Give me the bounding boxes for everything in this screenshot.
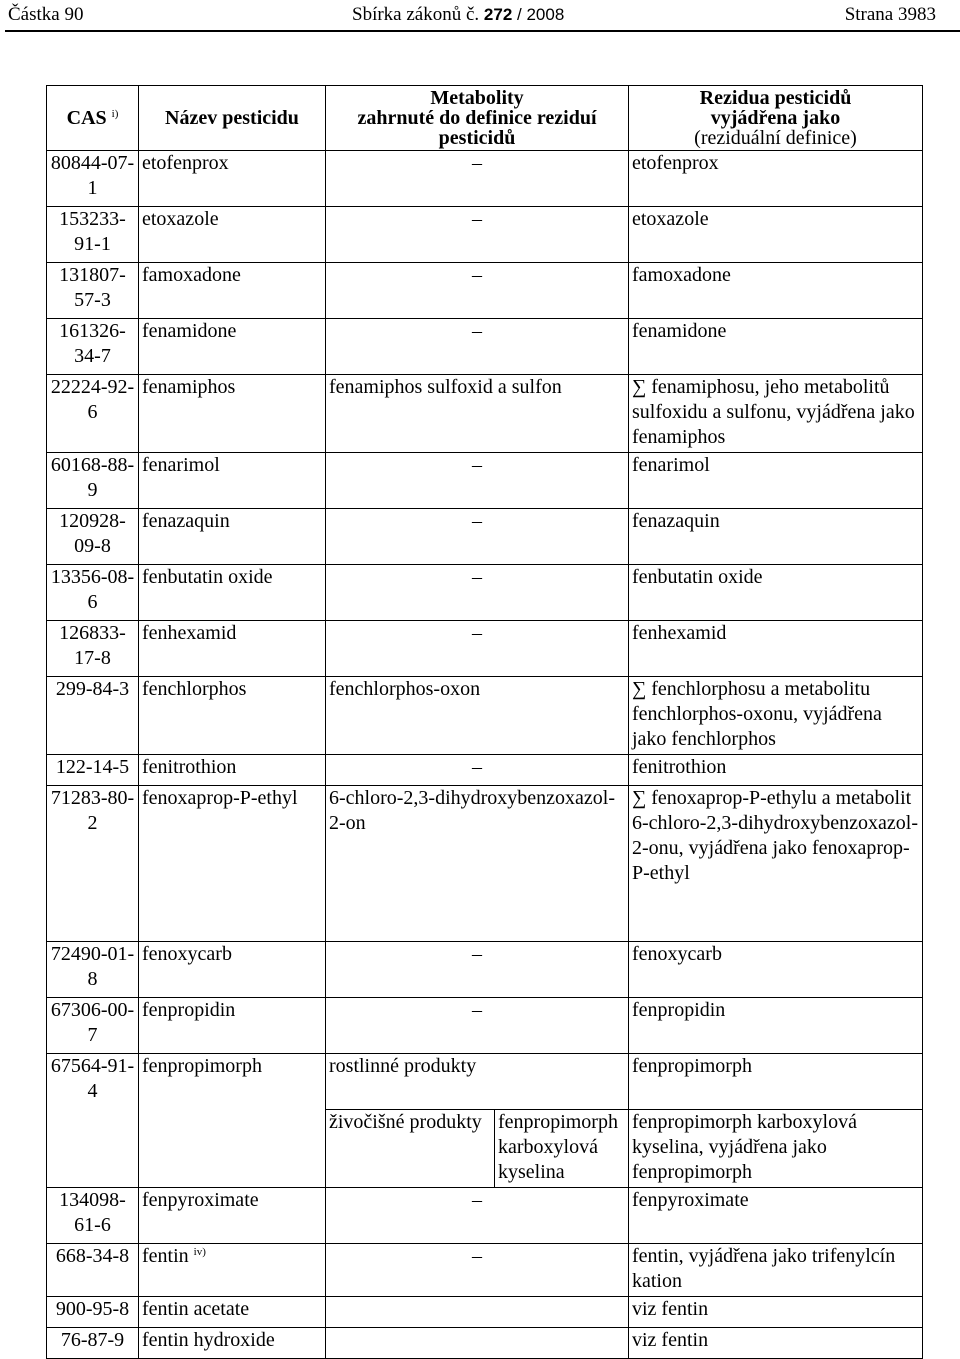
pesticide-name-text: fentin: [142, 1245, 189, 1267]
table-row: [47, 151, 923, 207]
metabolites: fenpropimorph karboxylová kyselina: [495, 1110, 629, 1188]
pesticide-name: fenazaquin: [139, 509, 326, 565]
pesticide-name: fenamiphos: [139, 375, 326, 453]
table-row: [47, 509, 923, 565]
residue-definition: ∑ fenchlorphosu a metabolitu fenchlorphos-oxonu, vyjádřena jako fenchlorphos: [629, 677, 923, 755]
residue-definition: viz fentin: [629, 1328, 923, 1359]
cas-number: 13356-08-6: [47, 565, 139, 621]
table-row: [47, 1054, 923, 1110]
pesticide-name: fenhexamid: [139, 621, 326, 677]
residue-definition: fenpropimorph: [629, 1054, 923, 1110]
pesticide-name: fenamidone: [139, 319, 326, 375]
metabolites: –: [326, 509, 629, 565]
table-row: [47, 998, 923, 1054]
pesticide-name: [139, 1328, 326, 1359]
metabolites: –: [326, 755, 629, 786]
pesticide-name-text: fentin acetate: [142, 1298, 250, 1320]
page-header: [0, 0, 960, 32]
cas-number: 71283-80-2: [47, 786, 139, 942]
metabolites: –: [326, 942, 629, 998]
metabolites: rostlinné produkty: [326, 1054, 629, 1110]
table-row: [47, 1188, 923, 1244]
col-cas-header: CAS $^{i)}$: [47, 86, 139, 151]
metabolites: –: [326, 453, 629, 509]
residue-definition: fenbutatin oxide: [629, 565, 923, 621]
pesticide-name: etofenprox: [139, 151, 326, 207]
col-residue-header: Rezidua pesticidů vyjádřena jako (reziduální definice): [629, 86, 923, 151]
cas-number: 161326-34-7: [47, 319, 139, 375]
cas-number: 67306-00-7: [47, 998, 139, 1054]
header-divider: [5, 30, 960, 32]
metabolites: fenamiphos sulfoxid a sulfon: [326, 375, 629, 453]
residue-definition: fenitrothion: [629, 755, 923, 786]
pesticide-name: famoxadone: [139, 263, 326, 319]
metabolites: –: [326, 207, 629, 263]
residue-definition: fenoxycarb: [629, 942, 923, 998]
metabolites: [326, 1297, 629, 1328]
collection-title: [352, 4, 564, 26]
table-row: [47, 319, 923, 375]
cas-number: 153233-91-1: [47, 207, 139, 263]
pesticide-name: fenoxaprop-P-ethyl: [139, 786, 326, 942]
pesticide-name: fenbutatin oxide: [139, 565, 326, 621]
cas-number: 22224-92-6: [47, 375, 139, 453]
pesticide-name-text: fenpyroximate: [142, 1189, 259, 1211]
table-row: [47, 453, 923, 509]
collection-year: / 2008: [512, 5, 565, 24]
product-category: živočišné produkty: [326, 1110, 495, 1188]
page-number: Strana 3983: [844, 4, 936, 25]
metabolites: –: [326, 263, 629, 319]
pesticide-table: [46, 85, 923, 1359]
cas-number: 67564-91-4: [47, 1054, 139, 1188]
cas-number: 900-95-8: [47, 1297, 139, 1328]
pesticide-name: fenpropidin: [139, 998, 326, 1054]
metabolites: –: [326, 319, 629, 375]
table-row: [47, 677, 923, 755]
table-row: [47, 1244, 923, 1297]
metabolites: –: [326, 998, 629, 1054]
residue-definition: fenhexamid: [629, 621, 923, 677]
residue-definition: fenamidone: [629, 319, 923, 375]
pesticide-name: [139, 1244, 326, 1297]
collection-prefix: Sbírka zákonů č.: [352, 4, 484, 25]
cas-number: 60168-88-9: [47, 453, 139, 509]
cas-number: 299-84-3: [47, 677, 139, 755]
cas-number: 668-34-8: [47, 1244, 139, 1297]
residue-definition: viz fentin: [629, 1297, 923, 1328]
residue-definition: fenpropidin: [629, 998, 923, 1054]
residue-definition: fenazaquin: [629, 509, 923, 565]
residue-definition: fentin, vyjádřena jako trifenylcín kation: [629, 1244, 923, 1297]
cas-number: 80844-07-1: [47, 151, 139, 207]
residue-definition: etoxazole: [629, 207, 923, 263]
residue-definition: ∑ fenoxaprop-P-ethylu a metabolit 6-chloro-2,3-dihydroxybenzoxazol-2-onu, vyjádřena jako fenoxaprop-P-ethyl: [629, 786, 923, 942]
metabolites: 6-chloro-2,3-dihydroxybenzoxazol-2-on: [326, 786, 629, 942]
cas-number: 122-14-5: [47, 755, 139, 786]
table-row: [47, 375, 923, 453]
issue-part: Částka 90: [8, 4, 84, 25]
col-name-header: Název pesticidu: [139, 86, 326, 151]
metabolites: –: [326, 151, 629, 207]
residue-definition: fenpropimorph karboxylová kyselina, vyjádřena jako fenpropimorph: [629, 1110, 923, 1188]
residue-definition: fenpyroximate: [629, 1188, 923, 1244]
cas-number: 76-87-9: [47, 1328, 139, 1359]
metabolites: –: [326, 1244, 629, 1297]
pesticide-name: fenoxycarb: [139, 942, 326, 998]
table-header-row: [47, 86, 923, 151]
pesticide-name: fenitrothion: [139, 755, 326, 786]
pesticide-name: etoxazole: [139, 207, 326, 263]
col-metabolites-header: Metabolity zahrnuté do definice reziduí pesticidů: [326, 86, 629, 151]
footnote-marker: iv): [193, 1246, 206, 1258]
table-row: [47, 1297, 923, 1328]
table-row: [47, 755, 923, 786]
table-row: [47, 1328, 923, 1359]
pesticide-name-text: fentin hydroxide: [142, 1329, 275, 1351]
residue-definition: etofenprox: [629, 151, 923, 207]
pesticide-name: fenchlorphos: [139, 677, 326, 755]
metabolites: [326, 1328, 629, 1359]
collection-number: 272: [483, 5, 513, 24]
metabolites: –: [326, 1188, 629, 1244]
pesticide-name: [139, 1297, 326, 1328]
residue-definition: ∑ fenamiphosu, jeho metabolitů sulfoxidu a sulfonu, vyjádřena jako fenamiphos: [629, 375, 923, 453]
metabolites: –: [326, 621, 629, 677]
pesticide-name: fenpropimorph: [139, 1054, 326, 1188]
residue-definition: fenarimol: [629, 453, 923, 509]
cas-number: 131807-57-3: [47, 263, 139, 319]
table-row: [47, 621, 923, 677]
table-row: [47, 207, 923, 263]
pesticide-name: fenarimol: [139, 453, 326, 509]
cas-number: 120928-09-8: [47, 509, 139, 565]
cas-number: 134098-61-6: [47, 1188, 139, 1244]
table-row: [47, 263, 923, 319]
cas-number: 126833-17-8: [47, 621, 139, 677]
metabolites: –: [326, 565, 629, 621]
table-row: [47, 565, 923, 621]
cas-footnote: i): [111, 108, 119, 120]
table-row: [47, 786, 923, 942]
metabolites: fenchlorphos-oxon: [326, 677, 629, 755]
residue-definition: famoxadone: [629, 263, 923, 319]
pesticide-name: [139, 1188, 326, 1244]
table-row: [47, 942, 923, 998]
cas-number: 72490-01-8: [47, 942, 139, 998]
